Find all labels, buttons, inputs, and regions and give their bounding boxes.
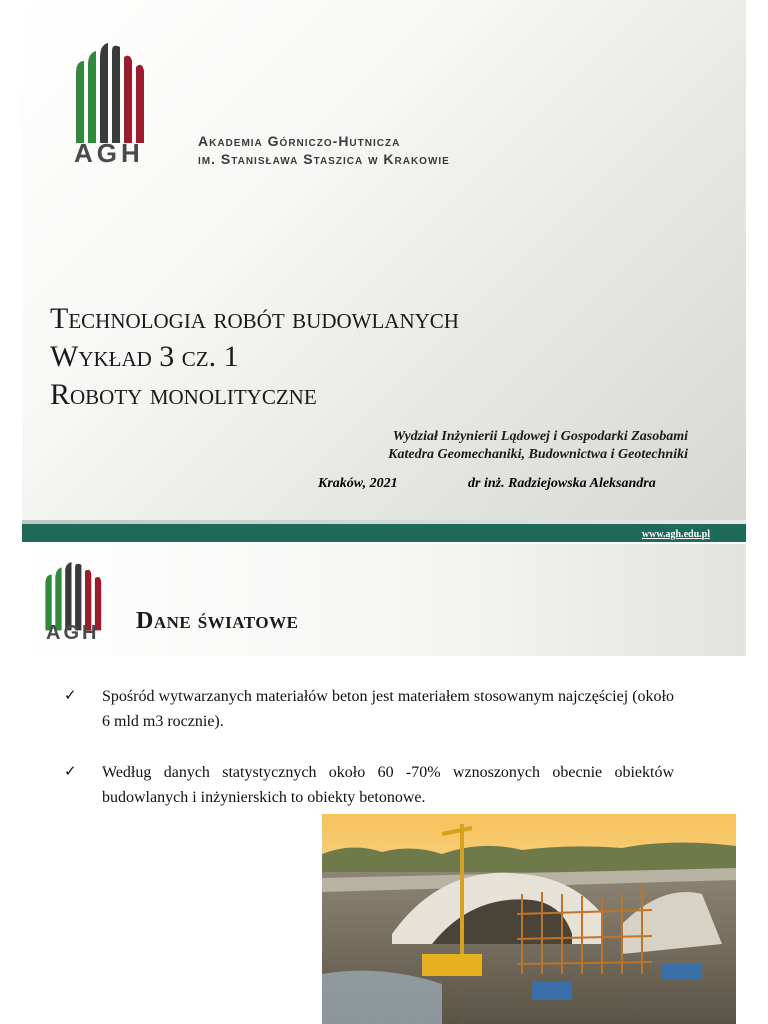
footer-band xyxy=(22,524,746,542)
list-item xyxy=(62,760,674,810)
check-icon: ✓ xyxy=(64,764,77,780)
section-header xyxy=(22,544,746,656)
agh-website-link[interactable]: www.agh.edu.pl xyxy=(641,529,710,540)
academy-line-1: Akademia Górniczo-Hutnicza xyxy=(198,133,401,149)
title-line-2: Wykład 3 cz. 1 xyxy=(50,340,239,373)
faculty-line-1: Wydział Inżynierii Lądowej i Gospodarki Zasobami xyxy=(392,429,688,444)
title-line-3: Roboty monolityczne xyxy=(50,378,317,411)
bullet-text: Spośród wytwarzanych materiałów beton jest materiałem stosowanym najczęściej (około 6 mld m3 rocznie). xyxy=(102,688,674,730)
agh-logo-small-text: AGH xyxy=(46,622,100,644)
author: dr inż. Radziejowska Aleksandra xyxy=(468,476,656,491)
faculty-line-2: Katedra Geomechaniki, Budownictwa i Geotechniki xyxy=(388,447,688,462)
faculty-info xyxy=(388,428,688,464)
section-title: Dane światowe xyxy=(136,608,299,634)
check-icon: ✓ xyxy=(64,688,77,704)
bullet-text: Według danych statystycznych około 60 -70% wznoszonych obecnie obiektów budowlanych i inżynierskich to obiekty betonowe. xyxy=(102,764,674,806)
agh-logo-text: AGH xyxy=(74,138,144,168)
title-slide xyxy=(22,0,746,542)
title-line-1: Technologia robót budowlanych xyxy=(50,302,459,335)
city-date: Kraków, 2021 xyxy=(318,476,398,491)
construction-site-photo xyxy=(322,814,736,1024)
academy-name xyxy=(198,132,450,168)
lecture-title xyxy=(50,300,459,414)
academy-line-2: im. Stanisława Staszica w Krakowie xyxy=(198,151,450,167)
list-item xyxy=(62,684,674,734)
